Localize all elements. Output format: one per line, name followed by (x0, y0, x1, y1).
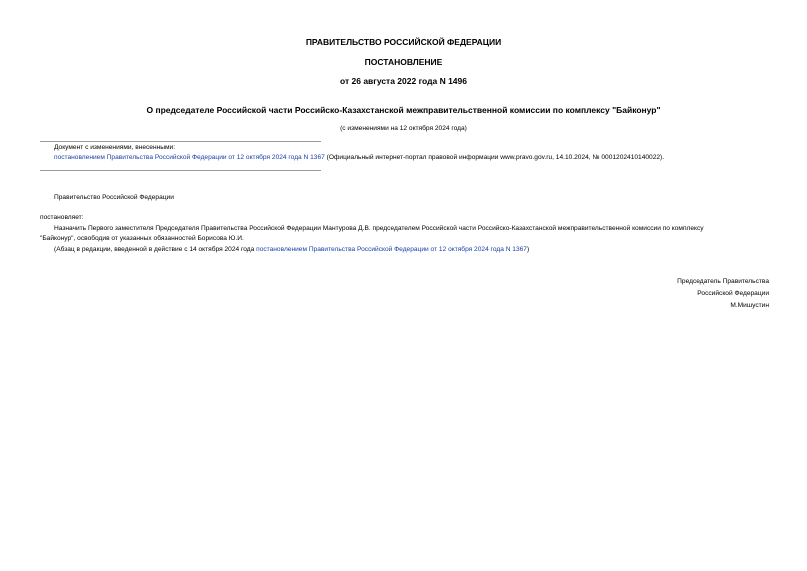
document-type-heading: ПОСТАНОВЛЕНИЕ (364, 57, 443, 67)
document-title: О председателе Российской части Российско-Казахстанской межправительственной комиссии по комплексу "Байконур" (146, 105, 661, 115)
paragraph-line-2: "Байконур", освободив от указанных обязанностей Борисова Ю.И. (40, 235, 244, 242)
changes-intro: Документ с изменениями, внесенными: (54, 144, 176, 151)
signature-title: Председатель Правительства (677, 278, 769, 285)
government-name: Правительство Российской Федерации (54, 194, 174, 201)
amendment-link[interactable]: постановлением Правительства Российской Федерации от 12 октября 2024 года N 1367 (54, 154, 325, 161)
changes-bottom-divider (40, 170, 321, 171)
changes-top-divider (40, 141, 321, 142)
government-heading: ПРАВИТЕЛЬСТВО РОССИЙСКОЙ ФЕДЕРАЦИИ (305, 37, 502, 47)
edition-note (54, 245, 529, 255)
signature-block (677, 276, 769, 312)
paragraph-line-1: Назначить Первого заместителя Председателя Правительства Российской Федерации Мантурова Д.В. председателем Российской части Российско-Казахстанской межправительственной комиссии по комплексу (54, 225, 704, 232)
signature-org: Российской Федерации (697, 290, 769, 297)
signature-name: М.Мишустин (730, 302, 769, 309)
amendment-source: (Официальный интернет-портал правовой информации www.pravo.gov.ru, 14.10.2024, № 0001202410140022). (324, 154, 665, 161)
revision-note: (с изменениями на 12 октября 2024 года) (340, 125, 467, 132)
date-number-heading: от 26 августа 2022 года N 1496 (340, 76, 467, 86)
changes-line (54, 153, 664, 163)
edition-link[interactable]: постановлением Правительства Российской Федерации от 12 октября 2024 года N 1367 (256, 246, 527, 253)
resolves-label: постановляет: (40, 214, 84, 221)
edition-prefix: (Абзац в редакции, введенной в действие с 14 октября 2024 года (54, 246, 257, 253)
edition-suffix: ) (526, 246, 530, 253)
